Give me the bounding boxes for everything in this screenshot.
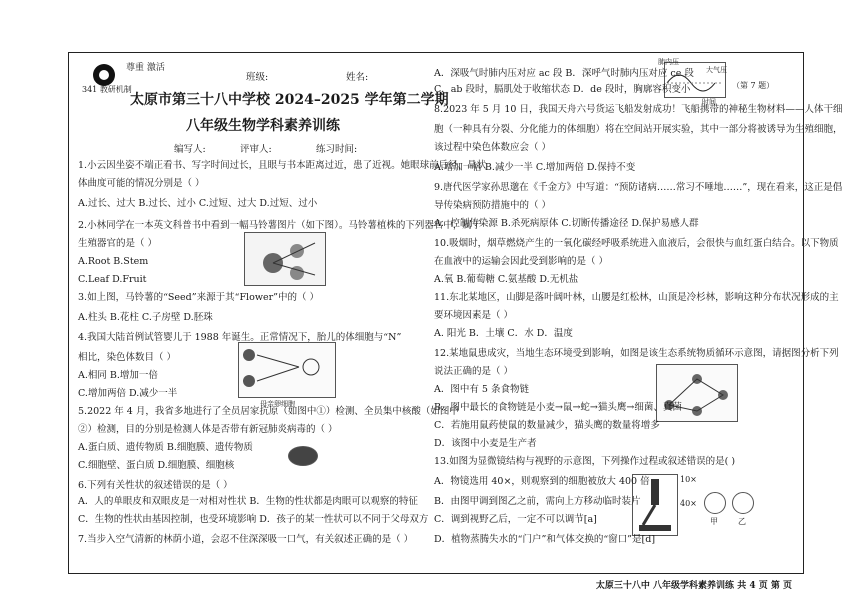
right-line-7: 9.唐代医学家孙思邈在《千金方》中写道：“预防诸病……常习不唾地……”，现在看来，这正是倡 bbox=[434, 182, 843, 193]
right-line-16: 12.某地鼠患成灾，当地生态环境受到影响，如图是该生态系统物质循环示意图，请据图分析下列 bbox=[434, 348, 839, 359]
label-10x: 10× bbox=[680, 475, 697, 484]
right-line-3: 8.2023 年 5 月 10 日，我国天舟六号货运飞船发射成功！飞船携带的神秘生物材料——人体干细 bbox=[434, 104, 843, 115]
right-line-11: 在血液中的运输会因此受到影响的是（ ） bbox=[434, 256, 609, 267]
reviewer-label: 评审人: bbox=[240, 144, 272, 155]
right-line-26: D．植物蒸腾失水的“门户”和气体交换的“窗口”是[d] bbox=[434, 534, 656, 545]
left-line-10: 4.我国大陆首例试管婴儿于 1988 年诞生。正常情况下，胎儿的体细胞与“N” bbox=[78, 332, 402, 343]
left-line-5: 生殖器官的是（ ） bbox=[78, 238, 158, 249]
left-line-11: 相比，染色体数目（ ） bbox=[78, 352, 177, 363]
name-field-label: 姓名: bbox=[346, 72, 369, 83]
right-line-21: D．该图中小麦是生产者 bbox=[434, 438, 537, 449]
chart-xlabel: 时间 bbox=[702, 98, 716, 106]
right-line-4: 胞（一种具有分裂、分化能力的体细胞）将在空间站开展实验，其中一部分将被诱导为生殖细胞， bbox=[434, 124, 843, 135]
left-line-19: A．人的单眼皮和双眼皮是一对相对性状 B．生物的性状都是肉眼可以观察的特征 bbox=[78, 496, 418, 507]
chart-atm-label: 大气压 bbox=[706, 66, 727, 74]
right-line-9: A．控制传染源 B.杀死病原体 C.切断传播途径 D.保护易感人群 bbox=[434, 218, 699, 229]
left-line-1: 1.小云因坐姿不端正看书、写字时间过长，且眼与书本距离过近，患了近视。她眼球前后径、晶状 bbox=[78, 160, 487, 171]
page-footer: 太原三十八中 八年级学科素养训练 共 4 页 第 页 bbox=[595, 581, 792, 591]
left-line-13: C.增加两倍 D.减少一半 bbox=[78, 388, 178, 399]
label-yi: 乙 bbox=[738, 517, 746, 526]
left-line-9: A.柱头 B.花柱 C.子房壁 D.胚珠 bbox=[78, 312, 213, 323]
unit-label: 341 教研机制 bbox=[82, 85, 132, 94]
ivf-figure-label: 母亲卵细胞 bbox=[260, 400, 295, 408]
left-line-2: 体曲度可能的情况分别是（ ） bbox=[78, 178, 205, 189]
left-line-14: 5.2022 年 4 月，我省多地进行了全员居家抗原（如图中①）检测、全员集中核酸（如图中 bbox=[78, 406, 459, 417]
right-line-13: 11.东北某地区，山脚是落叶阔叶林，山腰是红松林，山顶是冷杉林，影响这种分布状况形成的主 bbox=[434, 292, 839, 303]
label-jia: 甲 bbox=[710, 517, 718, 526]
right-line-15: A. 阳光 B．土壤 C．水 D．温度 bbox=[434, 328, 573, 339]
left-line-6: A.Root B.Stem bbox=[78, 256, 149, 267]
right-line-24: B．由图甲调到图乙之前，需向上方移动临时装片 bbox=[434, 496, 641, 507]
editor-label: 编写人: bbox=[174, 144, 206, 155]
right-line-10: 10.吸烟时，烟草燃烧产生的一氧化碳经呼吸系统进入血液后，会很快与血红蛋白结合。以下物质 bbox=[434, 238, 839, 249]
potato-plant-figure bbox=[244, 232, 326, 286]
right-line-5: 该过程中染色体数应会（ ） bbox=[434, 142, 552, 153]
right-line-25: C．调到视野乙后，一定不可以调节[a] bbox=[434, 514, 597, 525]
virus-figure bbox=[288, 446, 318, 466]
right-line-6: A.增加一倍 B.减少一半 C.增加两倍 D.保持不变 bbox=[434, 162, 636, 173]
left-line-18: 6.下列有关性状的叙述错误的是（ ） bbox=[78, 480, 233, 491]
view-jia bbox=[704, 492, 726, 514]
view-yi bbox=[732, 492, 754, 514]
motto: 尊重 激活 bbox=[126, 63, 165, 73]
left-line-8: 3.如上图，马铃薯的“Seed”来源于其“Flower”中的（ ） bbox=[78, 292, 319, 303]
right-line-1: A．深吸气时肺内压对应 ac 段 B．深呼气时肺内压对应 ce 段 bbox=[434, 68, 694, 79]
page-title: 太原市第三十八中学校 2024–2025 学年第二学期 bbox=[130, 92, 449, 108]
fig7-caption: （第 7 题） bbox=[732, 81, 775, 90]
right-line-8: 导传染病预防措施中的（ ） bbox=[434, 200, 552, 211]
ivf-diagram bbox=[238, 342, 336, 398]
right-line-14: 要环境因素是（ ） bbox=[434, 310, 514, 321]
class-field-label: 班级: bbox=[246, 72, 269, 83]
right-line-23: A．物镜选用 40×，则观察到的细胞被放大 400 倍 bbox=[434, 476, 650, 487]
left-line-3: A.过长、过大 B.过长、过小 C.过短、过大 D.过短、过小 bbox=[78, 198, 318, 209]
right-line-17: 说法正确的是（ ） bbox=[434, 366, 514, 377]
left-line-4: 2.小林同学在一本英文科普书中看到一幅马铃薯图片（如下图）。马铃薯植株的下列器官中，属于 bbox=[78, 220, 482, 231]
time-label: 练习时间: bbox=[316, 144, 358, 155]
left-line-21: 7.当步入空气清新的林荫小道，会忍不住深深吸一口气，有关叙述正确的是（ ） bbox=[78, 534, 414, 545]
left-line-12: A.相同 B.增加一倍 bbox=[78, 370, 158, 381]
right-line-18: A．图中有 5 条食物链 bbox=[434, 384, 529, 395]
left-line-7: C.Leaf D.Fruit bbox=[78, 274, 147, 285]
left-line-15: ②）检测，目的分别是检测人体是否带有新冠肺炎病毒的（ ） bbox=[78, 424, 338, 435]
page-subtitle: 八年级生物学科素养训练 bbox=[186, 118, 340, 134]
left-line-20: C．生物的性状由基因控制，也受环境影响 D．孩子的某一性状可以不同于父母双方 bbox=[78, 514, 429, 525]
left-line-17: C.细胞壁、蛋白质 D.细胞膜、细胞核 bbox=[78, 460, 235, 471]
right-line-19: B．图中最长的食物链是小麦→鼠→蛇→猫头鹰→细菌、真菌 bbox=[434, 402, 682, 413]
label-40x: 40× bbox=[680, 499, 697, 508]
chart-ylabel: 肺内压 bbox=[658, 58, 679, 66]
right-line-12: A.氧 B.葡萄糖 C.氨基酸 D.无机盐 bbox=[434, 274, 579, 285]
right-line-22: 13.如图为显微镜结构与视野的示意图，下列操作过程或叙述错误的是( ) bbox=[434, 456, 736, 467]
right-line-20: C．若施用鼠药使鼠的数量减少，猫头鹰的数量将增多 bbox=[434, 420, 660, 431]
left-line-16: A.蛋白质、遗传物质 B.细胞膜、遗传物质 bbox=[78, 442, 253, 453]
right-line-2: C．ab 段时，膈肌处于收缩状态 D．de 段时，胸廓容积变小 bbox=[434, 84, 691, 95]
school-logo-icon bbox=[93, 64, 115, 86]
